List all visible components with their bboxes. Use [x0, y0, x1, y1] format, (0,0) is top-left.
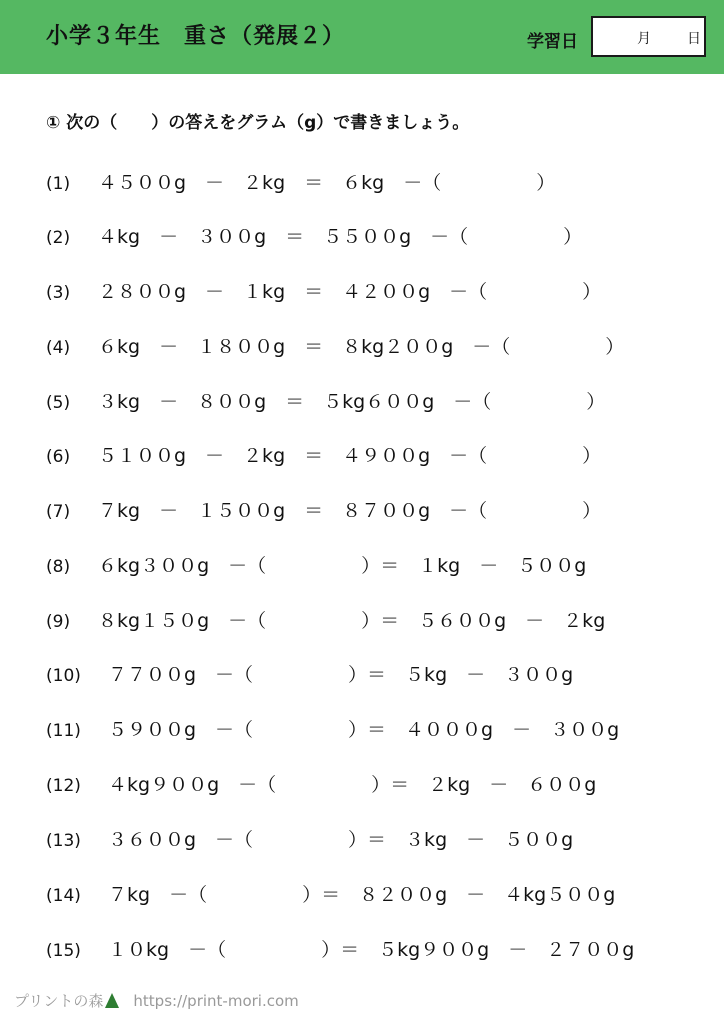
- problem-row: [46, 770, 596, 797]
- problem-expression: １０kg －（ ）＝ ５kg９００g － ２７００g: [108, 939, 635, 961]
- problem-row: [46, 880, 615, 907]
- problem-number: (14): [46, 886, 81, 906]
- problem-number: (9): [46, 612, 71, 632]
- problem-row: [46, 222, 582, 249]
- problem-number: (10): [46, 666, 81, 686]
- problem-expression: ７kg －（ ）＝ ８２００g － ４kg５００g: [108, 884, 616, 906]
- problem-row: [46, 441, 601, 468]
- problem-number: (2): [46, 228, 71, 248]
- problem-row: [46, 660, 573, 687]
- date-label: 学習日: [527, 32, 578, 52]
- problem-expression: ２８００g － １kg ＝ ４２００g －（ ）: [98, 281, 602, 303]
- day-label: 日: [687, 31, 701, 47]
- problem-row: [46, 168, 555, 195]
- problem-row: [46, 387, 605, 414]
- problem-expression: ６kg － １８００g ＝ ８kg２００g －（ ）: [98, 336, 625, 358]
- problem-row: [46, 825, 573, 852]
- problem-expression: ５１００g － ２kg ＝ ４９００g －（ ）: [98, 445, 602, 467]
- problem-row: [46, 715, 619, 742]
- footer: [14, 990, 299, 1011]
- problem-number: (13): [46, 831, 81, 851]
- problem-expression: ８kg１５０g －（ ）＝ ５６００g － ２kg: [98, 610, 606, 632]
- problem-row: [46, 606, 605, 633]
- problem-expression: ４kg － ３００g ＝ ５５００g －（ ）: [98, 226, 583, 248]
- problem-expression: ３６００g －（ ）＝ ３kg － ５００g: [108, 829, 574, 851]
- month-label: 月: [637, 31, 651, 47]
- problem-number: (15): [46, 941, 81, 961]
- problem-number: (8): [46, 557, 71, 577]
- problem-expression: ４kg９００g －（ ）＝ ２kg － ６００g: [108, 774, 597, 796]
- problem-number: (4): [46, 338, 71, 358]
- problem-expression: ７kg － １５００g ＝ ８７００g －（ ）: [98, 500, 602, 522]
- tree-icon: [105, 993, 119, 1008]
- problem-expression: ５９００g －（ ）＝ ４０００g － ３００g: [108, 719, 620, 741]
- problem-number: (11): [46, 721, 81, 741]
- problem-row: [46, 332, 624, 359]
- problem-expression: ６kg３００g －（ ）＝ １kg － ５００g: [98, 555, 587, 577]
- problem-row: [46, 496, 601, 523]
- problem-number: (6): [46, 447, 71, 467]
- problem-number: (1): [46, 174, 71, 194]
- footer-brand: プリントの森: [14, 992, 104, 1010]
- problem-expression: ７７００g －（ ）＝ ５kg － ３００g: [108, 664, 574, 686]
- problem-expression: ４５００g － ２kg ＝ ６kg －（ ）: [98, 172, 556, 194]
- problem-row: [46, 551, 586, 578]
- problem-row: [46, 935, 634, 962]
- footer-url[interactable]: https://print-mori.com: [133, 992, 299, 1010]
- problem-expression: ３kg － ８００g ＝ ５kg６００g －（ ）: [98, 391, 606, 413]
- problem-number: (12): [46, 776, 81, 796]
- date-field[interactable]: [591, 16, 706, 57]
- problem-row: [46, 277, 601, 304]
- header-bar: [0, 0, 724, 74]
- page-title: 小学３年生 重さ（発展２）: [46, 24, 346, 49]
- problem-number: (7): [46, 502, 71, 522]
- problem-number: (3): [46, 283, 71, 303]
- instruction-text: ① 次の（ ）の答えをグラム（g）で書きましょう。: [46, 113, 470, 133]
- problem-number: (5): [46, 393, 71, 413]
